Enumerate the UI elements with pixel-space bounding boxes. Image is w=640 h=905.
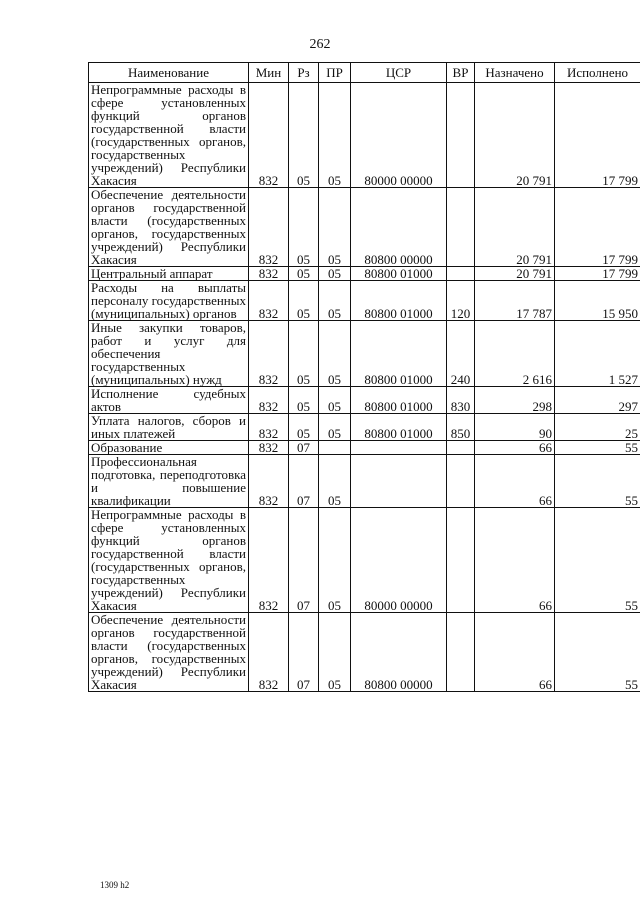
row-executed-cell: 55: [555, 441, 640, 455]
row-pr-cell: 05: [319, 414, 351, 441]
row-csr-cell: 80800 01000: [351, 281, 447, 321]
row-min-cell: 832: [249, 613, 289, 692]
row-min-cell: 832: [249, 267, 289, 281]
row-name-cell: Уплата налогов, сборов и иных платежей: [89, 414, 249, 441]
table-row: [89, 613, 640, 692]
row-executed-cell: 17 799: [555, 267, 640, 281]
row-name-cell: Иные закупки товаров, работ и услуг для обеспечения государственных (муниципальных) нужд: [89, 321, 249, 387]
row-assigned-cell: 2 616: [475, 321, 555, 387]
row-assigned-cell: 66: [475, 508, 555, 613]
row-name-cell: Непрограммные расходы в сфере установленных функций органов государственной власти (государственных органов, государственных учреждений) Республики Хакасия: [89, 83, 249, 188]
row-min-cell: 832: [249, 455, 289, 508]
header-rz: Рз: [289, 63, 319, 83]
row-rz-cell: 05: [289, 267, 319, 281]
table-row: [89, 267, 640, 281]
row-name-cell: Центральный аппарат: [89, 267, 249, 281]
row-rz-cell: 05: [289, 414, 319, 441]
row-vr-cell: 240: [447, 321, 475, 387]
table-row: [89, 281, 640, 321]
row-executed-cell: 15 950: [555, 281, 640, 321]
row-csr-cell: 80800 01000: [351, 267, 447, 281]
row-rz-cell: 05: [289, 321, 319, 387]
row-min-cell: 832: [249, 508, 289, 613]
row-min-cell: 832: [249, 387, 289, 414]
row-rz-cell: 07: [289, 613, 319, 692]
row-pr-cell: 05: [319, 321, 351, 387]
row-min-cell: 832: [249, 414, 289, 441]
row-rz-cell: 07: [289, 455, 319, 508]
row-assigned-cell: 20 791: [475, 188, 555, 267]
row-pr-cell: 05: [319, 508, 351, 613]
row-csr-cell: 80800 01000: [351, 321, 447, 387]
row-assigned-cell: 17 787: [475, 281, 555, 321]
row-pr-cell: 05: [319, 387, 351, 414]
row-executed-cell: 55: [555, 508, 640, 613]
row-csr-cell: [351, 455, 447, 508]
row-vr-cell: [447, 441, 475, 455]
row-csr-cell: 80800 00000: [351, 188, 447, 267]
row-executed-cell: 1 527: [555, 321, 640, 387]
row-vr-cell: 830: [447, 387, 475, 414]
table-row: [89, 321, 640, 387]
table-body: [89, 83, 640, 692]
table-header-row: [89, 63, 640, 83]
row-executed-cell: 55: [555, 613, 640, 692]
row-rz-cell: 05: [289, 281, 319, 321]
row-executed-cell: 55: [555, 455, 640, 508]
row-name-cell: Профессиональная подготовка, переподготовка и повышение квалификации: [89, 455, 249, 508]
row-vr-cell: [447, 267, 475, 281]
table-row: [89, 83, 640, 188]
row-rz-cell: 05: [289, 83, 319, 188]
row-name-cell: Расходы на выплаты персоналу государственных (муниципальных) органов: [89, 281, 249, 321]
row-csr-cell: 80000 00000: [351, 83, 447, 188]
row-assigned-cell: 298: [475, 387, 555, 414]
row-assigned-cell: 20 791: [475, 83, 555, 188]
row-min-cell: 832: [249, 441, 289, 455]
row-pr-cell: 05: [319, 455, 351, 508]
row-min-cell: 832: [249, 83, 289, 188]
budget-table: [88, 62, 640, 692]
row-min-cell: 832: [249, 281, 289, 321]
row-executed-cell: 17 799: [555, 188, 640, 267]
table-row: [89, 441, 640, 455]
row-rz-cell: 05: [289, 387, 319, 414]
row-pr-cell: 05: [319, 83, 351, 188]
header-csr: ЦСР: [351, 63, 447, 83]
table-row: [89, 387, 640, 414]
table-row: [89, 188, 640, 267]
row-vr-cell: [447, 188, 475, 267]
header-min: Мин: [249, 63, 289, 83]
row-csr-cell: 80800 01000: [351, 414, 447, 441]
table-row: [89, 508, 640, 613]
row-vr-cell: 850: [447, 414, 475, 441]
table-row: [89, 455, 640, 508]
row-rz-cell: 05: [289, 188, 319, 267]
row-name-cell: Исполнение судебных актов: [89, 387, 249, 414]
row-name-cell: Обеспечение деятельности органов государственной власти (государственных органов, государственных учреждений) Республики Хакасия: [89, 613, 249, 692]
header-assigned: Назначено: [475, 63, 555, 83]
page-number: 262: [309, 37, 331, 52]
row-name-cell: Обеспечение деятельности органов государственной власти (государственных органов, государственных учреждений) Республики Хакасия: [89, 188, 249, 267]
row-assigned-cell: 66: [475, 455, 555, 508]
header-pr: ПР: [319, 63, 351, 83]
row-csr-cell: 80000 00000: [351, 508, 447, 613]
row-assigned-cell: 66: [475, 441, 555, 455]
row-pr-cell: 05: [319, 613, 351, 692]
row-vr-cell: [447, 455, 475, 508]
row-csr-cell: [351, 441, 447, 455]
row-vr-cell: [447, 508, 475, 613]
row-vr-cell: [447, 83, 475, 188]
row-pr-cell: 05: [319, 281, 351, 321]
row-executed-cell: 17 799: [555, 83, 640, 188]
row-assigned-cell: 90: [475, 414, 555, 441]
row-pr-cell: 05: [319, 188, 351, 267]
row-rz-cell: 07: [289, 508, 319, 613]
header-name: Наименование: [89, 63, 249, 83]
row-csr-cell: 80800 00000: [351, 613, 447, 692]
row-name-cell: Образование: [89, 441, 249, 455]
row-executed-cell: 297: [555, 387, 640, 414]
row-csr-cell: 80800 01000: [351, 387, 447, 414]
footer-code: 1309 h2: [100, 880, 130, 890]
row-assigned-cell: 20 791: [475, 267, 555, 281]
row-min-cell: 832: [249, 188, 289, 267]
row-vr-cell: 120: [447, 281, 475, 321]
row-rz-cell: 07: [289, 441, 319, 455]
row-vr-cell: [447, 613, 475, 692]
row-name-cell: Непрограммные расходы в сфере установленных функций органов государственной власти (государственных органов, государственных учреждений) Республики Хакасия: [89, 508, 249, 613]
row-pr-cell: 05: [319, 267, 351, 281]
row-min-cell: 832: [249, 321, 289, 387]
row-pr-cell: [319, 441, 351, 455]
table-row: [89, 414, 640, 441]
row-executed-cell: 25: [555, 414, 640, 441]
header-vr: ВР: [447, 63, 475, 83]
row-assigned-cell: 66: [475, 613, 555, 692]
header-executed: Исполнено: [555, 63, 640, 83]
